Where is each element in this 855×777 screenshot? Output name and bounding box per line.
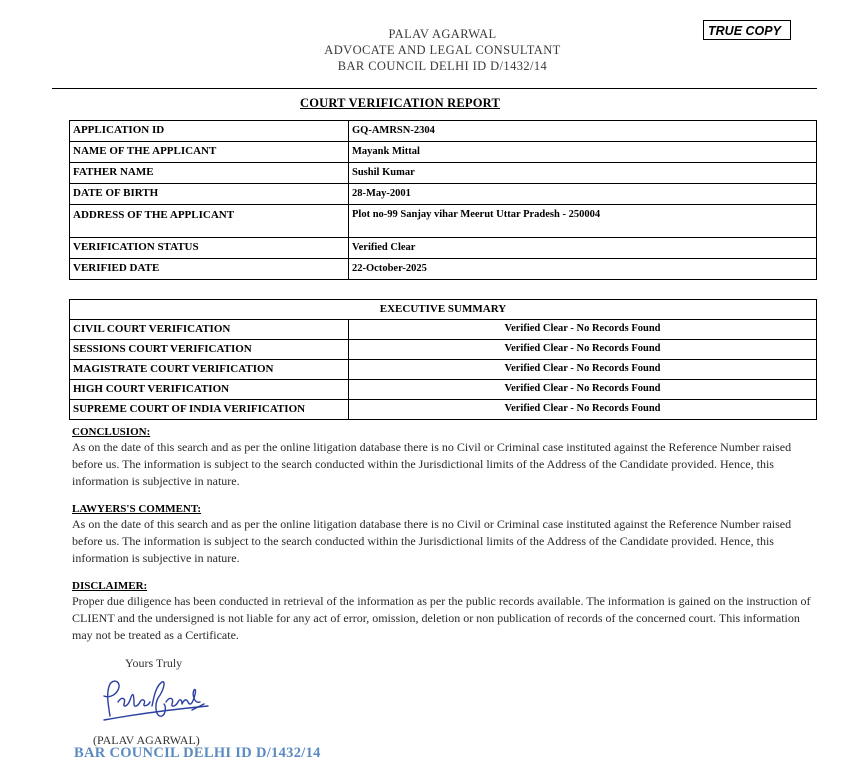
advocate-title: ADVOCATE AND LEGAL CONSULTANT bbox=[324, 43, 561, 57]
conclusion-section bbox=[72, 425, 812, 490]
detail-label: VERIFIED DATE bbox=[70, 259, 349, 280]
detail-label: ADDRESS OF THE APPLICANT bbox=[70, 205, 349, 238]
salutation: Yours Truly bbox=[125, 656, 183, 670]
lawyers-comment-heading: LAWYERS'S COMMENT: bbox=[72, 503, 202, 515]
table-row bbox=[70, 142, 817, 163]
signatory-name: (PALAV AGARWAL) bbox=[93, 733, 200, 747]
detail-value: Plot no-99 Sanjay vihar Meerut Uttar Pradesh - 250004 bbox=[349, 205, 817, 238]
table-row bbox=[70, 380, 817, 400]
lawyers-comment-text: As on the date of this search and as per the online litigation database there is no Civil or Criminal case instituted against the Reference Number raised before us. The information is subject to the search conducted within the Jurisdictional limits of the Address of the Candidate provided. Hence, this information is subjective in nature. bbox=[72, 517, 792, 565]
conclusion-heading: CONCLUSION: bbox=[72, 426, 151, 438]
detail-value: Sushil Kumar bbox=[349, 163, 817, 184]
disclaimer-text: Proper due diligence has been conducted in retrieval of the information as per the public records available. The information is gained on the instruction of CLIENT and the undersigned is not liable for any act of error, omission, deletion or non publication of records of the concerned court. This information may not be treated as a Certificate. bbox=[72, 594, 811, 642]
signature-image bbox=[96, 676, 216, 728]
court-result: Verified Clear - No Records Found bbox=[349, 360, 817, 380]
executive-summary-table bbox=[69, 299, 817, 420]
disclaimer-heading: DISCLAIMER: bbox=[72, 580, 148, 592]
court-result: Verified Clear - No Records Found bbox=[349, 320, 817, 340]
summary-heading: EXECUTIVE SUMMARY bbox=[70, 300, 817, 320]
lawyers-comment-section bbox=[72, 502, 812, 567]
table-row bbox=[70, 163, 817, 184]
detail-value: 28-May-2001 bbox=[349, 184, 817, 205]
table-row bbox=[70, 300, 817, 320]
court-label: HIGH COURT VERIFICATION bbox=[70, 380, 349, 400]
table-row bbox=[70, 205, 817, 238]
detail-label: APPLICATION ID bbox=[70, 121, 349, 142]
detail-label: NAME OF THE APPLICANT bbox=[70, 142, 349, 163]
court-label: CIVIL COURT VERIFICATION bbox=[70, 320, 349, 340]
court-result: Verified Clear - No Records Found bbox=[349, 340, 817, 360]
table-row bbox=[70, 238, 817, 259]
table-row bbox=[70, 121, 817, 142]
table-row bbox=[70, 184, 817, 205]
table-row bbox=[70, 340, 817, 360]
report-title: COURT VERIFICATION REPORT bbox=[300, 96, 500, 110]
court-label: SUPREME COURT OF INDIA VERIFICATION bbox=[70, 400, 349, 420]
detail-value: Mayank Mittal bbox=[349, 142, 817, 163]
table-row bbox=[70, 259, 817, 280]
advocate-bar-id: BAR COUNCIL DELHI ID D/1432/14 bbox=[337, 59, 548, 73]
signatory-bar-id: BAR COUNCIL DELHI ID D/1432/14 bbox=[74, 745, 321, 761]
court-label: SESSIONS COURT VERIFICATION bbox=[70, 340, 349, 360]
table-row bbox=[70, 360, 817, 380]
table-row bbox=[70, 400, 817, 420]
header-divider bbox=[52, 88, 817, 89]
true-copy-stamp: TRUE COPY bbox=[703, 20, 791, 40]
detail-value: 22-October-2025 bbox=[349, 259, 817, 280]
advocate-name: PALAV AGARWAL bbox=[388, 27, 497, 41]
court-result: Verified Clear - No Records Found bbox=[349, 380, 817, 400]
court-label: MAGISTRATE COURT VERIFICATION bbox=[70, 360, 349, 380]
detail-label: FATHER NAME bbox=[70, 163, 349, 184]
detail-label: VERIFICATION STATUS bbox=[70, 238, 349, 259]
detail-value: Verified Clear bbox=[349, 238, 817, 259]
court-result: Verified Clear - No Records Found bbox=[349, 400, 817, 420]
disclaimer-section bbox=[72, 579, 812, 644]
applicant-details-table bbox=[69, 120, 817, 280]
conclusion-text: As on the date of this search and as per the online litigation database there is no Civil or Criminal case instituted against the Reference Number raised before us. The information is subject to the search conducted within the Jurisdictional limits of the Address of the Candidate provided. Hence, this information is subjective in nature. bbox=[72, 440, 792, 488]
detail-label: DATE OF BIRTH bbox=[70, 184, 349, 205]
detail-value: GQ-AMRSN-2304 bbox=[349, 121, 817, 142]
table-row bbox=[70, 320, 817, 340]
